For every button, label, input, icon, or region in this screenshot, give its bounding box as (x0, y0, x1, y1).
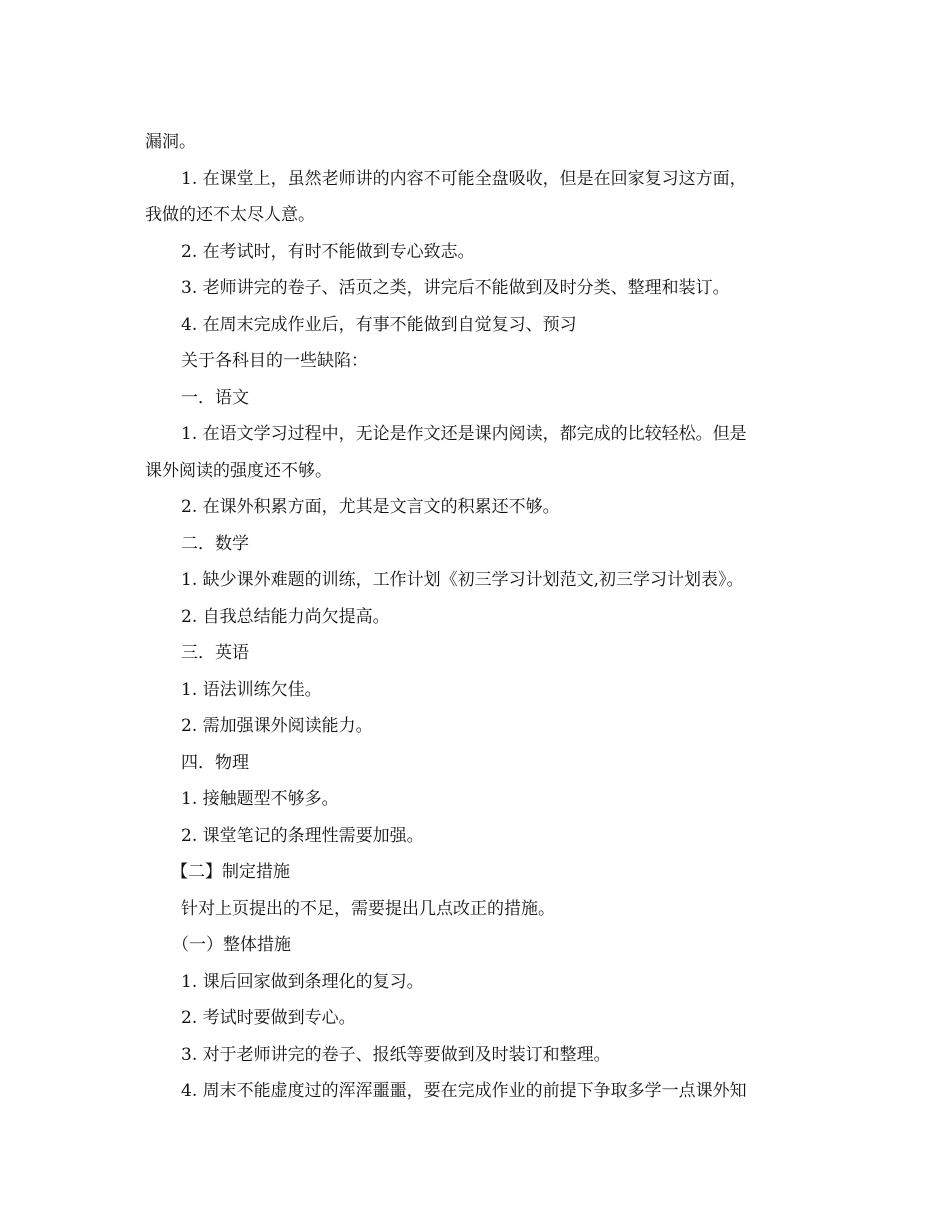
text-line: 1. 缺少课外难题的训练，工作计划《初三学习计划范文,初三学习计划表》。 (181, 570, 744, 590)
text-line: 2. 自我总结能力尚欠提高。 (181, 607, 390, 627)
text-line: 关于各科目的一些缺陷： (181, 351, 368, 371)
text-line: 1. 在课堂上，虽然老师讲的内容不可能全盘吸收，但是在回家复习这方面， (181, 169, 747, 189)
text-line: 3. 对于老师讲完的卷子、报纸等要做到及时装订和整理。 (181, 1045, 611, 1065)
section-heading: 二．数学 (181, 534, 249, 554)
text-line: 4. 周末不能虚度过的浑浑噩噩，要在完成作业的前提下争取多学一点课外知 (181, 1081, 747, 1101)
text-line: 漏洞。 (145, 132, 196, 152)
text-line: 2. 考试时要做到专心。 (181, 1008, 356, 1028)
text-line: 4. 在周末完成作业后，有事不能做到自觉复习、预习 (181, 315, 577, 335)
text-line: 1. 在语文学习过程中，无论是作文还是课内阅读，都完成的比较轻松。但是 (181, 424, 747, 444)
section-heading: 四．物理 (181, 753, 249, 773)
text-line: 我做的还不太尽人意。 (145, 205, 315, 225)
text-line: 2. 在考试时，有时不能做到专心致志。 (181, 242, 475, 262)
text-line: 2. 需加强课外阅读能力。 (181, 716, 373, 736)
section-heading: 【二】制定措施 (171, 862, 290, 882)
text-line: 2. 在课外积累方面，尤其是文言文的积累还不够。 (181, 497, 560, 517)
text-line: 2. 课堂笔记的条理性需要加强。 (181, 826, 424, 846)
text-line: 课外阅读的强度还不够。 (145, 461, 332, 481)
text-line: 针对上页提出的不足，需要提出几点改正的措施。 (181, 899, 555, 919)
section-heading: 一．语文 (181, 388, 249, 408)
text-line: 3. 老师讲完的卷子、活页之类，讲完后不能做到及时分类、整理和装订。 (181, 278, 730, 298)
section-heading: 三．英语 (181, 643, 249, 663)
text-line: 1. 语法训练欠佳。 (181, 680, 322, 700)
text-line: 1. 接触题型不够多。 (181, 789, 339, 809)
section-heading: （一）整体措施 (172, 935, 291, 955)
text-line: 1. 课后回家做到条理化的复习。 (181, 972, 424, 992)
